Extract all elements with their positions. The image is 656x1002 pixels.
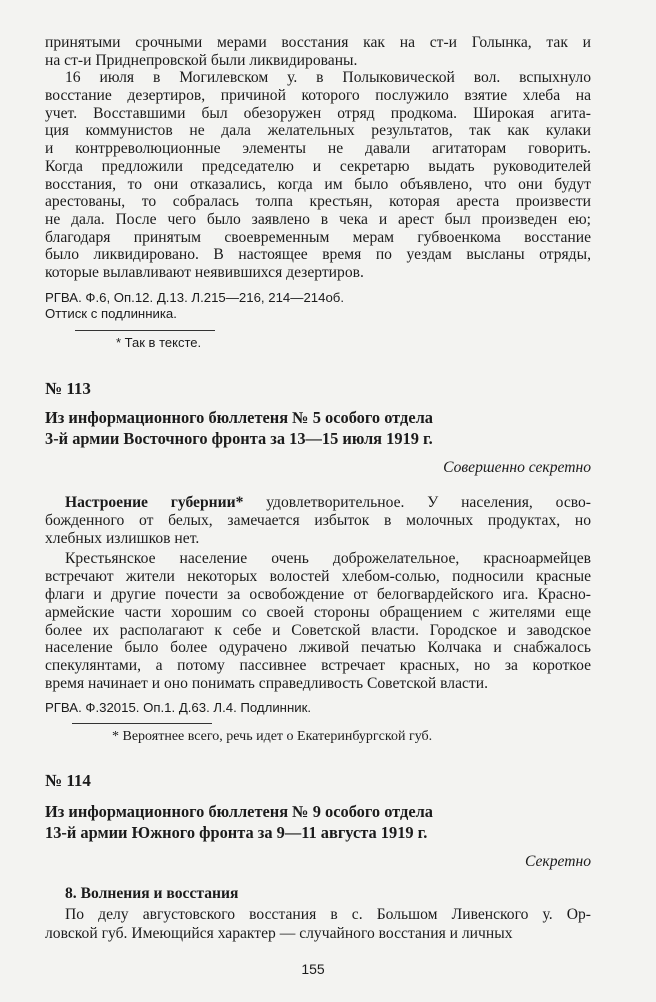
text-line: более их располагают к себе и Советской власти. Городское и заводское — [45, 621, 591, 639]
text-line: принятыми срочными мерами восстания как на ст-и Голынка, так и — [45, 34, 591, 51]
paragraph — [45, 494, 591, 548]
section-heading: 8. Волнения и восстания — [65, 885, 239, 902]
text-line: Когда предложили председателю и секретарю выдать руководителей — [45, 157, 591, 175]
text-line: учет. Восставшими был обезоружен отряд продкома. Широкая агита- — [45, 104, 591, 122]
text-line: ция коммунистов не дала желательных результатов, так как кулаки — [45, 122, 591, 140]
document-title-line: 3-й армии Восточного фронта за 13—15 июля 1919 г. — [45, 429, 433, 448]
text-line: было ликвидировано. В настоящее время по уездам высланы отряды, — [45, 246, 591, 264]
footnote: * Так в тексте. — [116, 335, 202, 350]
body-text-doc112 — [45, 34, 591, 282]
text-line: флаги и другие почести за освобождение от белогвардейского ига. Красно- — [45, 585, 591, 603]
text-line: и контрреволюционные элементы не давали агитаторам говорить. — [45, 140, 591, 158]
paragraph — [45, 905, 591, 943]
text-line: восстание дезертиров, причиной которого послужило взятие хлеба на — [45, 87, 591, 105]
text-line: не дала. После чего было заявлено в чека и арест был произведен ею; — [45, 210, 591, 228]
document-title-line: Из информационного бюллетеня № 5 особого отдела — [45, 408, 433, 427]
text-line — [45, 494, 591, 512]
classification-label: Совершенно секретно — [443, 459, 591, 476]
text-line: армейские части хорошим со своей стороны обращением с жителями еще — [45, 603, 591, 621]
text-line: благодаря принятым своевременным мерам губвоенкома восстание — [45, 228, 591, 246]
text-line: божденного от белых, замечается избыток в молочных продуктах, но — [45, 512, 591, 529]
footnote-divider — [72, 723, 212, 724]
text-line: на ст-и Приднепровской были ликвидированы. — [45, 51, 358, 69]
document-title-line: 13-й армии Южного фронта за 9—11 августа 1919 г. — [45, 823, 428, 842]
text-line: население было более одурачено лживой печатью Колчака и снабжалось — [45, 639, 591, 657]
footnote-divider — [75, 330, 215, 331]
text-line: время начинает и оно понимать справедливость Советской власти. — [45, 675, 488, 693]
text-line: спекулянтами, а потому пассивнее встречает красных, но за короткое — [45, 657, 591, 675]
archive-source: РГВА. Ф.6, Оп.12. Д.13. Л.215—216, 214—214об. — [45, 290, 345, 305]
text-line: встречают жители некоторых волостей хлебом-солью, подносили красные — [45, 567, 591, 585]
document-number: № 113 — [45, 379, 91, 398]
footnote: * Вероятнее всего, речь идет о Екатеринбургской губ. — [112, 729, 433, 744]
text-line: Крестьянское население очень доброжелательное, красноармейцев — [65, 550, 591, 567]
text-line: арестованы, то собралась толпа крестьян, которая ареста произвести — [45, 193, 591, 211]
document-number: № 114 — [45, 771, 91, 790]
text-span: удовлетворительное. У населения, осво- — [243, 494, 591, 511]
text-line: хлебных излишков нет. — [45, 530, 200, 547]
document-title-line: Из информационного бюллетеня № 9 особого отдела — [45, 802, 433, 821]
text-line: По делу августовского восстания в с. Большом Ливенского у. Ор- — [65, 906, 591, 923]
text-line: которые вылавливают неявившихся дезертиров. — [45, 263, 364, 281]
bold-lead: Настроение губернии* — [65, 494, 244, 511]
archive-source: РГВА. Ф.32015. Оп.1. Д.63. Л.4. Подлинник. — [45, 700, 312, 715]
archive-source-note: Оттиск с подлинника. — [45, 306, 177, 321]
text-line: восстания, то они отказались, когда им было объявлено, что они будут — [45, 175, 591, 193]
paragraph — [45, 550, 591, 693]
classification-label: Секретно — [524, 853, 591, 870]
text-line: ловской губ. Имеющийся характер — случайного восстания и личных — [45, 925, 513, 942]
text-line: 16 июля в Могилевском у. в Полыковической вол. вспыхнуло — [65, 69, 591, 87]
page-number: 155 — [301, 961, 325, 977]
